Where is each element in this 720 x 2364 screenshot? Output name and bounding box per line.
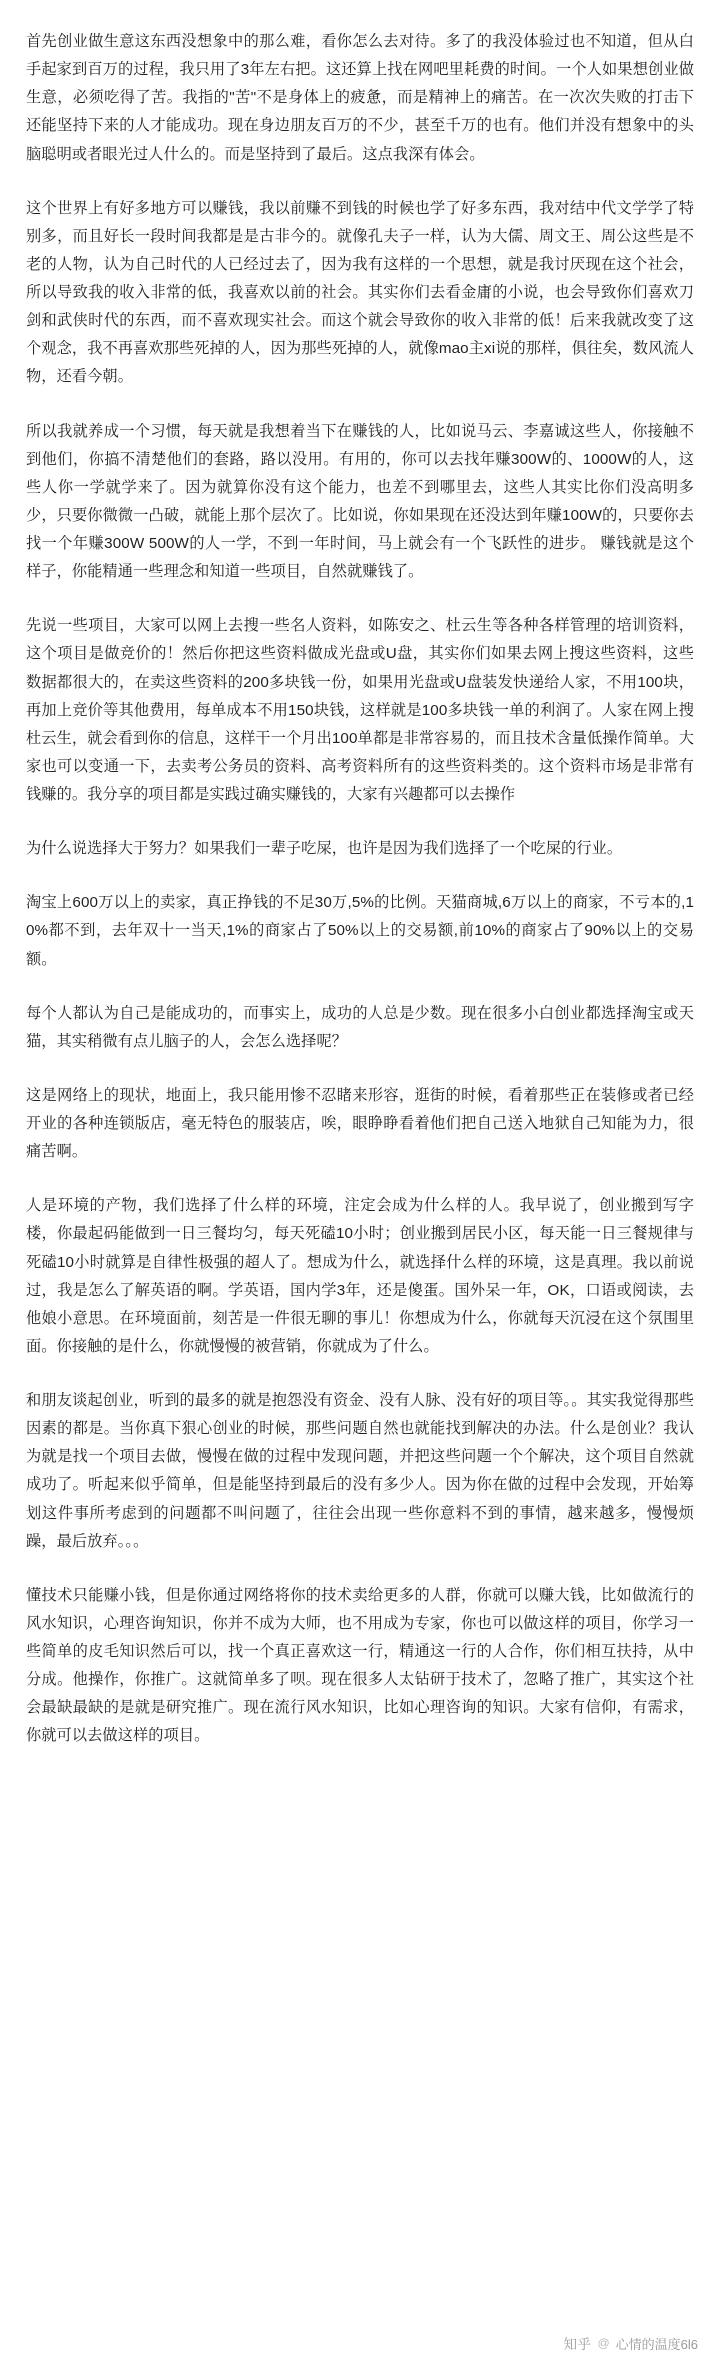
paragraph: 所以我就养成一个习惯，每天就是我想着当下在赚钱的人，比如说马云、李嘉诚这些人，你接触不到他们，你搞不清楚他们的套路，路以没用。有用的，你可以去找年赚300W的、1000W的人，这些人你一学就学来了。因为就算你没有这个能力，也差不到哪里去，这些人其实比你们没高明多少，只要你微微一凸破，就能上那个层次了。比如说，你如果现在还没达到年赚100W的，只要你去找一个年赚300W 500W的人一学，不到一年时间，马上就会有一个飞跃性的进步。 赚钱就是这个样子，你能精通一些理念和知道一些项目，自然就赚钱了。 [26,422,694,581]
paragraph: 懂技术只能赚小钱，但是你通过网络将你的技术卖给更多的人群，你就可以赚大钱，比如做流行的风水知识，心理咨询知识，你并不成为大师，也不用成为专家，你也可以做这样的项目，你学习一些简单的皮毛知识然后可以，找一个真正喜欢这一行，精通这一行的人合作，你们相互扶持，从中分成。他操作，你推广。这就简单多了呗。现在很多人太钻研于技术了，忽略了推广，其实这个社会最缺最缺的是就是研究推广。现在流行风水知识，比如心理咨询的知识。大家有信仰，有需求，你就可以去做这样的项目。 [26,1586,694,1745]
paragraph: 首先创业做生意这东西没想象中的那么难，看你怎么去对待。多了的我没体验过也不知道，但从白手起家到百万的过程，我只用了3年左右把。这还算上找在网吧里耗费的时间。一个人如果想创业做生意，必须吃得了苦。我指的"苦"不是身体上的疲惫，而是精神上的痛苦。在一次次失败的打击下还能坚持下来的人才能成功。现在身边朋友百万的不少，甚至千万的也有。他们并没有想象中的头脑聪明或者眼光过人什么的。而是坚持到了最后。这点我深有体会。 [26,33,694,163]
paragraph: 和朋友谈起创业，听到的最多的就是抱怨没有资金、没有人脉、没有好的项目等。。其实我觉得那些因素的都是。当你真下狠心创业的时候，那些问题自然也就能找到解决的办法。什么是创业？我认为就是找一个项目去做，慢慢在做的过程中发现问题，并把这些问题一个个解决，这个项目自然就成功了。听起来似乎简单，但是能坚持到最后的没有多少人。因为你在做的过程中会发现，开始筹划这件事所考虑到的问题都不叫问题了，往往会出现一些你意料不到的事情，越来越多，慢慢烦躁，最后放弃。。。 [26,1392,694,1550]
zhihu-logo: 知乎 [563,2337,592,2352]
footer-brand [563,2333,698,2353]
footer-watermark [0,2328,720,2364]
paragraph: 淘宝上600万以上的卖家，真正挣钱的不足30万,5%的比例。天猫商城,6万以上的商家，不亏本的,10%都不到，去年双十一当天,1%的商家占了50%以上的交易额,前10%的商家占了90%以上的交易额。 [26,894,694,968]
paragraph: 每个人都认为自己是能成功的，而事实上，成功的人总是少数。现在很多小白创业都选择淘宝或天猫，其实稍微有点儿脑子的人，会怎么选择呢？ [26,1004,694,1050]
paragraph: 人是环境的产物，我们选择了什么样的环境，注定会成为什么样的人。我早说了，创业搬到写字楼，你最起码能做到一日三餐均匀，每天死磕10小时；创业搬到居民小区，每天能一日三餐规律与死磕10小时就算是自律性极强的超人了。想成为什么，就选择什么样的环境，这是真理。我以前说过，我是怎么了解英语的啊。学英语，国内学3年，还是傻蛋。国外呆一年，OK，口语或阅读，去他娘小意思。在环境面前，刻苦是一件很无聊的事儿！你想成为什么，你就每天沉浸在这个氛围里面。你接触的是什么，你就慢慢的被营销，你就成为了什么。 [26,1197,694,1355]
paragraph: 这个世界上有好多地方可以赚钱，我以前赚不到钱的时候也学了好多东西，我对结中代文学学了特别多，而且好长一段时间我都是是古非今的。就像孔夫子一样，认为大儒、周文王、周公这些是不老的人物，认为自己时代的人已经过去了，因为我有这样的一个思想，就是我讨厌现在这个社会，所以导致我的收入非常的低，我喜欢以前的社会。其实你们去看金庸的小说，也会导致你们喜欢刀剑和武侠时代的东西，而不喜欢现实社会。而这个就会导致你的收入非常的低！后来我就改变了这个观念，我不再喜欢那些死掉的人，因为那些死掉的人，就像mao主xi说的那样，俱往矣，数风流人物，还看今朝。 [26,199,694,386]
paragraph: 这是网络上的现状，地面上，我只能用惨不忍睹来形容，逛街的时候，看着那些正在装修或者已经开业的各种连锁版店，毫无特色的服装店，唉，眼睁睁看着他们把自己送入地狱自己知能为力，很痛苦啊。 [26,1086,694,1161]
paragraph: 先说一些项目，大家可以网上去搜一些名人资料，如陈安之、杜云生等各种各样管理的培训资料，这个项目是做竞价的！然后你把这些资料做成光盘或U盘，其实你们如果去网上搜这些资料，这些数据都很大的，在卖这些资料的200多块钱一份，如果用光盘或U盘装发快递给人家，不用100块，再加上竞价等其他费用，每单成本不用150块钱，这样就是100多块钱一单的利润了。人家在网上搜杜云生，就会看到你的信息，这样干一个月出100单都是非常容易的，而且技术含量低操作简单。大家也可以变通一下，去卖考公务员的资料、高考资料所有的这些资料类的。这个资料市场是非常有钱赚的。我分享的项目都是实践过确实赚钱的，大家有兴趣都可以去操作 [26,617,694,803]
footer-author-name: 心情的温度6l6 [615,2336,698,2352]
footer-separator: @ [597,2336,610,2350]
paragraph: 为什么说选择大于努力？如果我们一辈子吃屎，也许是因为我们选择了一个吃屎的行业。 [26,840,623,858]
article-body [26,28,694,1751]
